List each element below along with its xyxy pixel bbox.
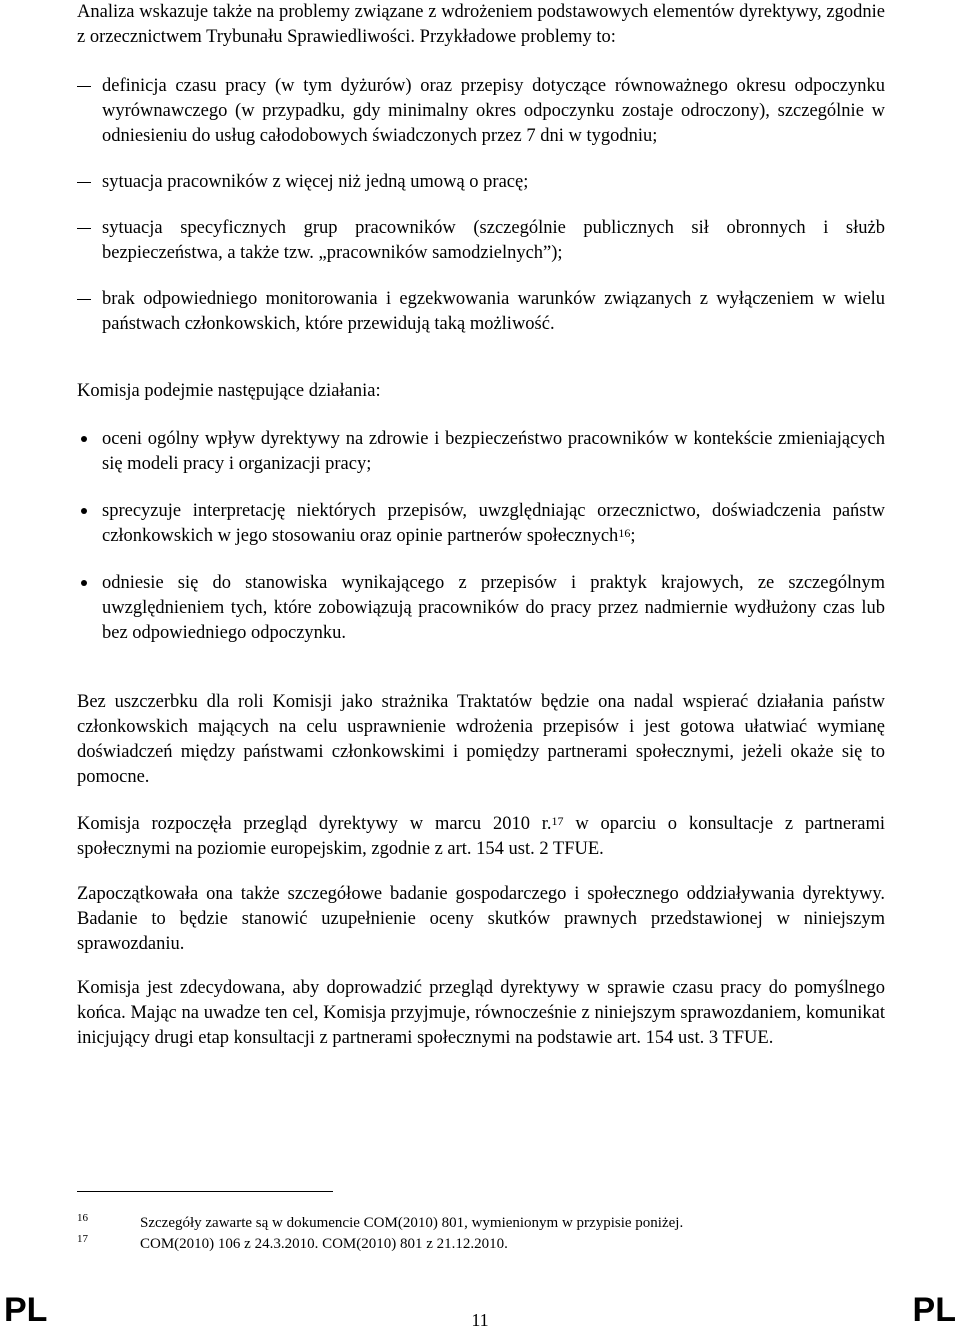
list-item: oceni ogólny wpływ dyrektywy na zdrowie i bezpieczeństwo pracowników w kontekście zmieniających się modeli pracy i organizacji pracy; [77,427,885,477]
footnote-17: 17 COM(2010) 106 z 24.3.2010. COM(2010) 801 z 21.12.2010. [77,1234,885,1255]
list-item: definicja czasu pracy (w tym dyżurów) oraz przepisy dotyczące równoważnego okresu odpoczynku wyrównawczego (w przypadku, gdy minimalny okres odpoczynku zostaje odroczony), szczególnie w odniesieniu do usług całodobowych świadczonych przez 7 dni w tygodniu; [102,76,885,146]
actions-list [77,427,885,668]
problems-list [77,74,885,358]
list-item: odniesie się do stanowiska wynikającego z przepisów i praktyk krajowych, ze szczególnym uwzględnieniem tych, które zobowiązują pracowników do pracy przez nadmiernie wydłużony czas lub bez odpowiedniego odpoczynku. [77,571,885,646]
list-item: sprecyzuje interpretację niektórych przepisów, uwzględniając orzecznictwo, doświadczenia państw członkowskich w jego stosowaniu oraz opinie partnerów społecznych$^{16}$; [77,499,885,549]
footnote-number: 17 [77,1233,88,1245]
footnote-number: 16 [77,1212,88,1224]
bullet-marker [81,508,87,514]
list-item: sytuacja specyficznych grup pracowników (szczególnie publicznych sił obronnych i służb bezpieczeństwa, a także tzw. „pracowników samodzielnych”); [102,218,885,263]
footnote-ref-17[interactable]: 17 [551,814,564,828]
review-paragraph: Komisja rozpoczęła przegląd dyrektywy w marcu 2010 r.$^{17}$ w oparciu o konsultacje z partnerami społecznymi na poziomie europejskim, zgodnie z art. 154 ust. 2 TFUE. [77,814,886,859]
footer-language-left: PL [4,1291,48,1329]
study-paragraph: Zapoczątkowała ona także szczegółowe badanie gospodarczego i społecznego oddziaływania dyrektywy. Badanie to będzie stanowić uzupełnienie oceny skutków prawnych przedstawionej w niniejszym sprawozdaniu. [77,884,885,954]
bullet-marker [81,436,87,442]
guardian-paragraph: Bez uszczerbku dla roli Komisji jako strażnika Traktatów będzie ona nadal wspierać działania państw członkowskich mających na celu usprawnienie wdrożenia przepisów i jest gotowa ułatwiać wymianę doświadczeń między państwami członkowskimi i pomiędzy partnerami społecznymi, jeżeli okaże się to pomocne. [77,692,885,787]
list-item: sytuacja pracowników z więcej niż jedną umową o pracę; [102,172,529,192]
footnotes [77,1213,885,1255]
intro-paragraph: Analiza wskazuje także na problemy związane z wdrożeniem podstawowych elementów dyrektywy, zgodnie z orzecznictwem Trybunału Sprawiedliwości. Przykładowe problemy to: [77,2,885,47]
footnote-separator [77,1191,333,1192]
final-paragraph: Komisja jest zdecydowana, aby doprowadzić przegląd dyrektywy w sprawie czasu pracy do pomyślnego końca. Mając na uwadze ten cel, Komisja przyjmuje, równocześnie z niniejszym sprawozdaniem, komunikat inicjujący drugi etap konsultacji z partnerami społecznymi na podstawie art. 154 ust. 3 TFUE. [77,978,885,1048]
list-item: brak odpowiedniego monitorowania i egzekwowania warunków związanych z wyłączeniem w wielu państwach członkowskich, które przewidują taką możliwość. [102,289,885,334]
footnote-16: 16 Szczegóły zawarte są w dokumencie COM(2010) 801, wymienionym w przypisie poniżej. [77,1213,885,1234]
footnote-ref-16[interactable]: 16 [618,526,631,540]
footer-language-right: PL [912,1291,956,1329]
page-number: 11 [471,1310,489,1330]
bullet-marker [81,580,87,586]
actions-intro: Komisja podejmie następujące działania: [77,381,381,401]
